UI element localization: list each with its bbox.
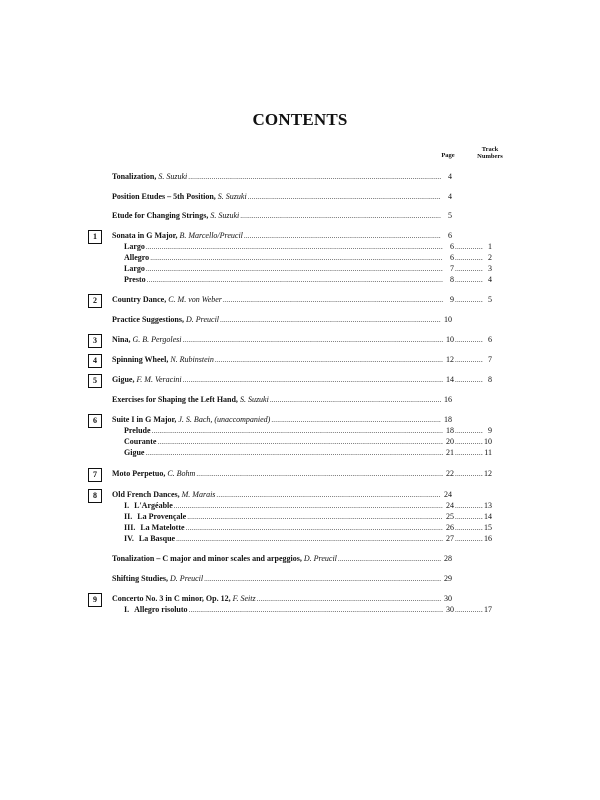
dot-leader xyxy=(215,354,443,366)
toc-entry[interactable] xyxy=(112,171,452,183)
entry-title: Nina, xyxy=(112,335,131,344)
entry-composer: C. M. von Weber xyxy=(168,295,222,304)
track-box: 4 xyxy=(88,354,102,368)
entry-composer: G. B. Pergolesi xyxy=(132,335,182,344)
entry-track: 1 xyxy=(488,242,492,251)
dot-leader xyxy=(176,533,443,545)
entry-page: 12 xyxy=(446,355,454,364)
toc-entry[interactable] xyxy=(112,573,452,585)
entry-track: 17 xyxy=(484,605,492,614)
entry-title: Old French Dances, xyxy=(112,490,180,499)
movement-number: II. xyxy=(124,512,133,521)
entry-title: Gigue, xyxy=(112,375,135,384)
dot-leader xyxy=(223,294,443,306)
entry-page: 30 xyxy=(444,594,452,603)
subentry-title: Allegro xyxy=(124,253,150,262)
entry-track: 9 xyxy=(488,426,492,435)
track-box: 2 xyxy=(88,294,102,308)
entry-page: 22 xyxy=(446,469,454,478)
entry-page: 8 xyxy=(450,275,454,284)
subentry-title: La Provençale xyxy=(137,512,187,521)
entry-track: 6 xyxy=(488,335,492,344)
entry-page: 27 xyxy=(446,534,454,543)
entry-page: 18 xyxy=(446,426,454,435)
subentry-title: Presto xyxy=(124,275,146,284)
dot-leader xyxy=(455,468,483,480)
entry-page: 6 xyxy=(448,231,452,240)
dot-leader xyxy=(183,374,443,386)
entry-track: 8 xyxy=(488,375,492,384)
entry-track: 2 xyxy=(488,253,492,262)
entry-page: 6 xyxy=(450,242,454,251)
entry-page: 29 xyxy=(444,574,452,583)
track-column-header: Track Numbers xyxy=(477,146,503,160)
subentry-title: La Matelotte xyxy=(140,523,185,532)
entry-composer: F. Seitz xyxy=(232,594,256,603)
page-column-header: Page xyxy=(441,152,455,159)
entry-title: Sonata in G Major, xyxy=(112,231,178,240)
entry-title: Tonalization – C major and minor scales and arpeggios, xyxy=(112,554,302,563)
dot-leader xyxy=(196,468,443,480)
entry-track: 5 xyxy=(488,295,492,304)
dot-leader xyxy=(182,334,443,346)
track-box: 9 xyxy=(88,593,102,607)
entry-page: 6 xyxy=(450,253,454,262)
entry-composer: S. Suzuki xyxy=(158,172,188,181)
entry-composer: D. Preucil xyxy=(186,315,220,324)
entry-track: 12 xyxy=(484,469,492,478)
toc-subentry[interactable] xyxy=(124,533,492,545)
toc-subentry[interactable] xyxy=(124,447,492,459)
dot-leader xyxy=(455,447,483,459)
dot-leader xyxy=(270,394,441,406)
entry-composer: S. Suzuki xyxy=(217,192,247,201)
dot-leader xyxy=(455,334,483,346)
dot-leader xyxy=(455,374,483,386)
toc-entry[interactable] xyxy=(112,374,492,386)
entry-page: 25 xyxy=(446,512,454,521)
entry-title: Practice Suggestions, xyxy=(112,315,184,324)
entry-track: 16 xyxy=(484,534,492,543)
subentry-title: Courante xyxy=(124,437,157,446)
entry-title: Suite I in G Major, xyxy=(112,415,177,424)
toc-entry[interactable] xyxy=(112,553,452,565)
entry-page: 14 xyxy=(446,375,454,384)
entry-page: 24 xyxy=(446,501,454,510)
track-box: 7 xyxy=(88,468,102,482)
entry-track: 3 xyxy=(488,264,492,273)
entry-title: Tonalization, xyxy=(112,172,157,181)
toc-entry[interactable] xyxy=(112,191,452,203)
dot-leader xyxy=(147,274,443,286)
dot-leader xyxy=(455,294,483,306)
entry-page: 20 xyxy=(446,437,454,446)
toc-subentry[interactable] xyxy=(124,604,492,616)
toc-subentry[interactable] xyxy=(124,274,492,286)
entry-page: 18 xyxy=(444,415,452,424)
dot-leader xyxy=(189,604,443,616)
entry-page: 24 xyxy=(444,490,452,499)
dot-leader xyxy=(145,447,443,459)
entry-composer: D. Preucil xyxy=(170,574,204,583)
entry-page: 30 xyxy=(446,605,454,614)
subentry-title: La Basque xyxy=(138,534,176,543)
entry-composer: B. Marcello/Preucil xyxy=(179,231,243,240)
dot-leader xyxy=(338,553,441,565)
entry-page: 4 xyxy=(448,172,452,181)
entry-title: Position Etudes – 5th Position, xyxy=(112,192,216,201)
dot-leader xyxy=(248,191,441,203)
entry-page: 4 xyxy=(448,192,452,201)
movement-number: IV. xyxy=(124,534,134,543)
entry-title: Spinning Wheel, xyxy=(112,355,169,364)
entry-page: 28 xyxy=(444,554,452,563)
track-box: 1 xyxy=(88,230,102,244)
toc-entry[interactable] xyxy=(112,314,452,326)
entry-composer: D. Preucil xyxy=(303,554,337,563)
entry-page: 26 xyxy=(446,523,454,532)
entry-page: 16 xyxy=(444,395,452,404)
toc-entry[interactable] xyxy=(112,394,452,406)
toc-entry[interactable] xyxy=(112,334,492,346)
entry-page: 5 xyxy=(448,211,452,220)
dot-leader xyxy=(455,274,483,286)
entry-composer: S. Suzuki xyxy=(239,395,269,404)
entry-title: Concerto No. 3 in C minor, Op. 12, xyxy=(112,594,231,603)
entry-page: 21 xyxy=(446,448,454,457)
entry-page: 10 xyxy=(444,315,452,324)
track-box: 6 xyxy=(88,414,102,428)
entry-composer: F. M. Veracini xyxy=(136,375,182,384)
entry-track: 14 xyxy=(484,512,492,521)
entry-track: 13 xyxy=(484,501,492,510)
track-box: 8 xyxy=(88,489,102,503)
entry-track: 10 xyxy=(484,437,492,446)
entry-composer: S. Suzuki xyxy=(210,211,240,220)
entry-title: Exercises for Shaping the Left Hand, xyxy=(112,395,238,404)
dot-leader xyxy=(455,533,483,545)
entry-title: Country Dance, xyxy=(112,295,167,304)
entry-title: Etude for Changing Strings, xyxy=(112,211,209,220)
subentry-title: Allegro risoluto xyxy=(134,605,188,614)
movement-number: I. xyxy=(124,605,130,614)
entry-title: Shifting Studies, xyxy=(112,574,169,583)
entry-composer: C. Bohm xyxy=(167,469,196,478)
dot-leader xyxy=(455,354,483,366)
subentry-title: Largo xyxy=(124,264,145,273)
entry-title: Moto Perpetuo, xyxy=(112,469,166,478)
dot-leader xyxy=(204,573,441,585)
toc-entry[interactable] xyxy=(112,468,492,480)
entry-composer: J. S. Bach, (unaccompanied) xyxy=(178,415,271,424)
entry-composer: M. Marais xyxy=(181,490,216,499)
subentry-title: Gigue xyxy=(124,448,145,457)
entry-track: 15 xyxy=(484,523,492,532)
entry-track: 11 xyxy=(484,448,492,457)
dot-leader xyxy=(188,171,441,183)
dot-leader xyxy=(220,314,441,326)
subentry-title: Prelude xyxy=(124,426,151,435)
subentry-title: L'Argéable xyxy=(134,501,173,510)
entry-page: 10 xyxy=(446,335,454,344)
subentry-title: Largo xyxy=(124,242,145,251)
entry-page: 7 xyxy=(450,264,454,273)
movement-number: III. xyxy=(124,523,136,532)
entry-composer: N. Rubinstein xyxy=(170,355,214,364)
dot-leader xyxy=(240,210,441,222)
entry-track: 7 xyxy=(488,355,492,364)
track-box: 5 xyxy=(88,374,102,388)
entry-track: 4 xyxy=(488,275,492,284)
toc-entry[interactable] xyxy=(112,210,452,222)
movement-number: I. xyxy=(124,501,130,510)
track-box: 3 xyxy=(88,334,102,348)
dot-leader xyxy=(455,604,483,616)
entry-page: 9 xyxy=(450,295,454,304)
page-title: CONTENTS xyxy=(252,110,348,129)
toc-entry[interactable] xyxy=(112,354,492,366)
toc-entry[interactable] xyxy=(112,294,492,306)
